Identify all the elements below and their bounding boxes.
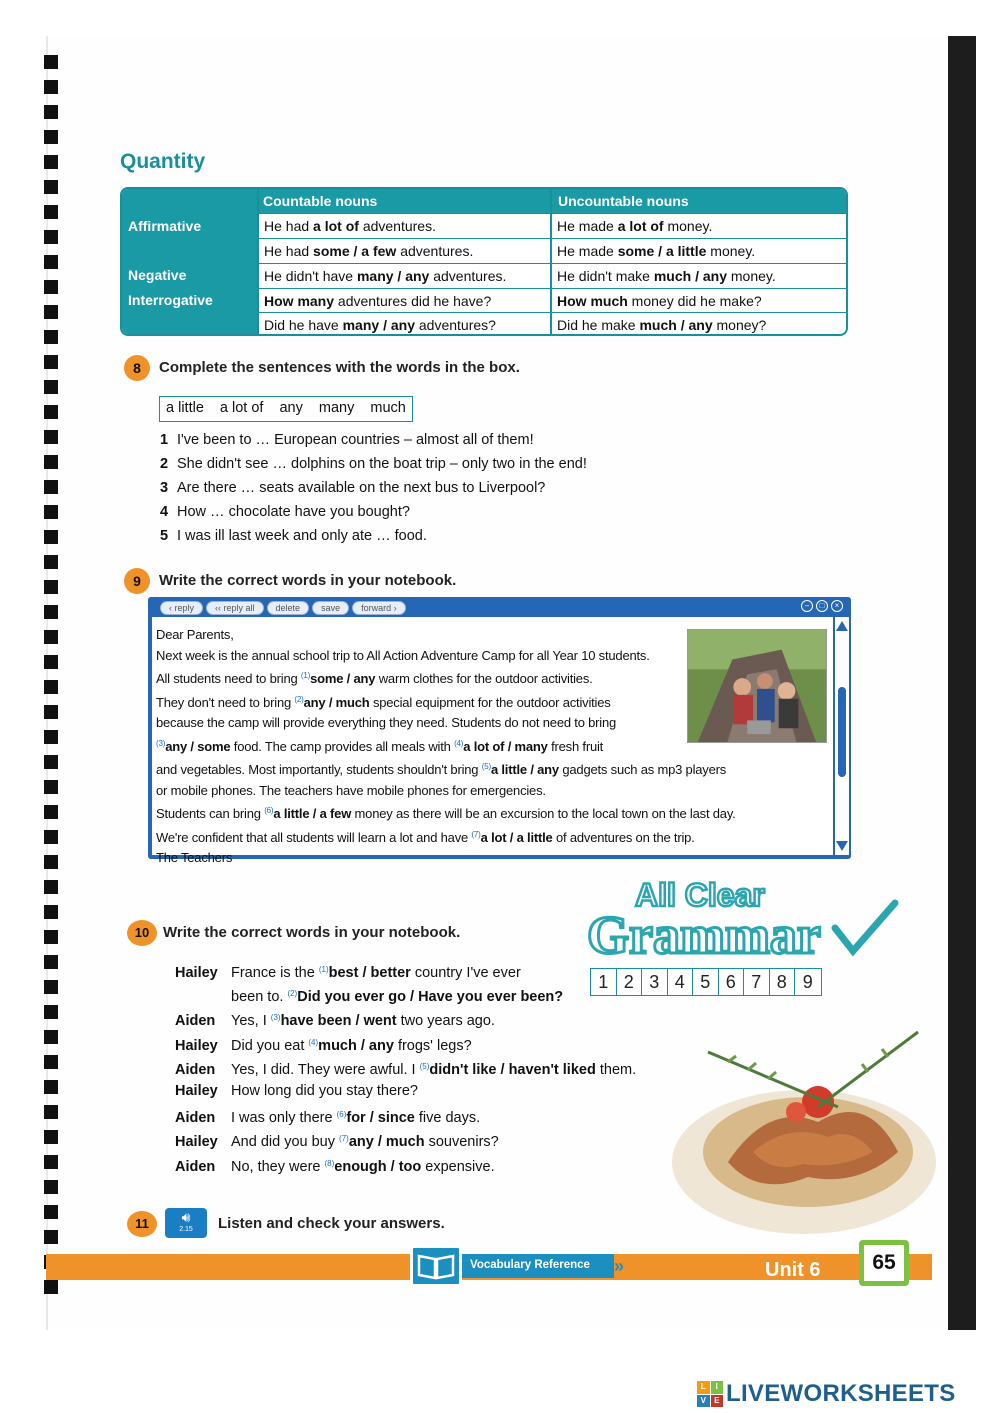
list-item: 4 How … chocolate have you bought?: [160, 504, 410, 520]
dialogue-line: been to. $^{(2)}$Did you ever go / Have you ever been?: [231, 989, 564, 1006]
scan-edge: [948, 36, 976, 1330]
row-label-affirmative: Affirmative: [128, 218, 202, 234]
liveworksheets-logo: [697, 1380, 956, 1408]
delete-button: delete: [267, 601, 310, 615]
logo-line-2: Grammar: [587, 905, 821, 963]
unit-label: Unit 6: [765, 1259, 821, 1281]
chevron-right-icon: »: [614, 1256, 625, 1276]
reply-button: ‹ reply: [160, 601, 203, 615]
email-greeting: Dear Parents,: [156, 627, 234, 642]
email-line: and vegetables. Most importantly, students shouldn't bring $^{(5)}$a little / any gadgets such as mp3 players: [156, 762, 727, 777]
dialogue-line: Aiden No, they were $^{(8)}$enough / too expensive.: [175, 1158, 495, 1175]
strip-number: 8: [770, 969, 796, 995]
email-line: or mobile phones. The teachers have mobile phones for emergencies.: [156, 782, 546, 798]
dialogue-line: Aiden Yes, I did. They were awful. I $^{(5)}$didn't like / haven't liked them.: [175, 1061, 637, 1078]
quantity-table: [120, 187, 848, 336]
dialogue-line: Hailey And did you buy $^{(7)}$any / much souvenirs?: [175, 1134, 499, 1151]
word-box-item: a lot of: [219, 400, 264, 416]
speaker-icon: 🔊︎: [181, 1209, 191, 1225]
list-item: 3 Are there … seats available on the next bus to Liverpool?: [160, 480, 546, 496]
email-line: Next week is the annual school trip to All Action Adventure Camp for all Year 10 students.: [156, 647, 650, 663]
save-button: save: [312, 601, 349, 615]
checkmark-icon: [835, 903, 895, 951]
word-box-item: any: [279, 400, 303, 416]
scroll-up-icon: [836, 621, 848, 631]
reply-all-button: ‹‹ reply all: [206, 601, 264, 615]
camp-photo: [687, 629, 827, 743]
strip-number: 7: [744, 969, 770, 995]
maximize-icon: □: [816, 600, 828, 612]
list-item: 1 I've been to … European countries – almost all of them!: [160, 432, 534, 448]
section-title: Quantity: [120, 150, 206, 173]
exercise-9-instruction: Write the correct words in your notebook.: [159, 572, 457, 589]
window-controls: [801, 600, 843, 612]
dialogue: [175, 958, 636, 1176]
dialogue-line: Aiden I was only there $^{(6)}$for / since five days.: [175, 1110, 481, 1127]
list-item: 5 I was ill last week and only ate … food.: [160, 528, 427, 544]
email-scrollbar: [835, 617, 849, 855]
exercise-8-sentences: [160, 428, 587, 548]
close-icon: ×: [831, 600, 843, 612]
header-uncountable: Uncountable nouns: [552, 189, 848, 213]
email-text: [156, 625, 736, 869]
word-box-item: much: [370, 400, 406, 416]
email-line: $^{(3)}$any / some food. The camp provides all meals with $^{(4)}$a lot of / many fresh fruit: [156, 738, 604, 754]
email-line: Students can bring $^{(6)}$a little / a few money as there will be an excursion to the local town on the last day.: [156, 806, 736, 821]
row-label-negative: Negative: [128, 267, 187, 283]
email-signoff: The Teachers: [156, 850, 233, 865]
minimize-icon: –: [801, 600, 813, 612]
word-box-item: a little: [166, 400, 204, 416]
header-countable: Countable nouns: [257, 189, 552, 213]
email-body: [152, 617, 833, 865]
strip-number: 3: [642, 969, 668, 995]
strip-number: 4: [668, 969, 694, 995]
table-cell: Did he have many / any adventures?: [259, 312, 550, 336]
strip-number: 9: [802, 972, 813, 992]
page-number: 65: [859, 1240, 909, 1286]
dialogue-line: Hailey How long did you stay there?: [175, 1082, 418, 1099]
book-icon: [410, 1245, 462, 1287]
forward-button: forward ›: [352, 601, 406, 615]
table-cell: He made some / a little money.: [552, 238, 848, 262]
brand-name: LIVEWORKSHEETS: [726, 1380, 956, 1407]
email-line: We're confident that all students will learn a lot and have $^{(7)}$a lot / a little of adventures on the trip.: [156, 829, 695, 845]
all-clear-grammar-logo: [585, 873, 900, 963]
exercise-10-instruction: Write the correct words in your notebook.: [163, 924, 461, 941]
dialogue-line: Hailey France is the $^{(1)}$best / better country I've ever: [175, 965, 521, 981]
exercise-number-11: 11: [127, 1211, 157, 1237]
exercise-number-8: 8: [124, 355, 150, 381]
exercise-11-instruction: Listen and check your answers.: [218, 1215, 445, 1232]
exercise-8-instruction: Complete the sentences with the words in the box.: [159, 359, 520, 376]
row-label-interrogative: Interrogative: [128, 292, 213, 308]
word-box: [159, 396, 413, 422]
audio-button: [165, 1208, 207, 1238]
table-cell: Did he make much / any money?: [552, 312, 848, 336]
dialogue-line: Aiden Yes, I $^{(3)}$have been / went two years ago.: [175, 1013, 495, 1030]
vocabulary-reference-label: Vocabulary Reference: [462, 1254, 614, 1278]
vocabulary-reference-tab: [410, 1245, 630, 1287]
email-toolbar: [160, 601, 406, 615]
track-number: 2.15: [179, 1226, 193, 1233]
table-cell: He didn't have many / any adventures.: [259, 263, 550, 287]
scroll-thumb: [838, 687, 846, 777]
list-item: 2 She didn't see … dolphins on the boat trip – only two in the end!: [160, 456, 587, 472]
exercise-number-9: 9: [124, 568, 150, 594]
brand-mark-icon: L I V E: [697, 1381, 723, 1407]
scroll-down-icon: [836, 841, 848, 851]
spiral-binding: [44, 55, 58, 1305]
frog-legs-dish-photo: [668, 1012, 940, 1240]
table-cell: He made a lot of money.: [552, 213, 848, 237]
exercise-number-10: 10: [127, 920, 157, 946]
email-line: They don't need to bring $^{(2)}$any / much special equipment for the outdoor activities: [156, 694, 611, 710]
table-cell: He had some / a few adventures.: [259, 238, 550, 262]
table-cell: He didn't make much / any money.: [552, 263, 848, 287]
table-cell: How many adventures did he have?: [259, 288, 550, 312]
strip-number: 5: [693, 969, 719, 995]
table-cell: He had a lot of adventures.: [259, 213, 550, 237]
strip-number: 6: [719, 969, 745, 995]
word-box-item: many: [318, 400, 355, 416]
strip-number: 1: [591, 969, 617, 995]
email-line: because the camp will provide everything they need. Students do not need to bring: [156, 715, 617, 730]
strip-number: 2: [617, 969, 643, 995]
logo-line-1: All Clear: [635, 877, 765, 913]
dialogue-line: Hailey Did you eat $^{(4)}$much / any frogs' legs?: [175, 1037, 472, 1054]
table-cell: How much money did he make?: [552, 288, 848, 312]
email-window: [148, 597, 851, 865]
email-line: All students need to bring $^{(1)}$some / any warm clothes for the outdoor activities.: [156, 671, 593, 686]
